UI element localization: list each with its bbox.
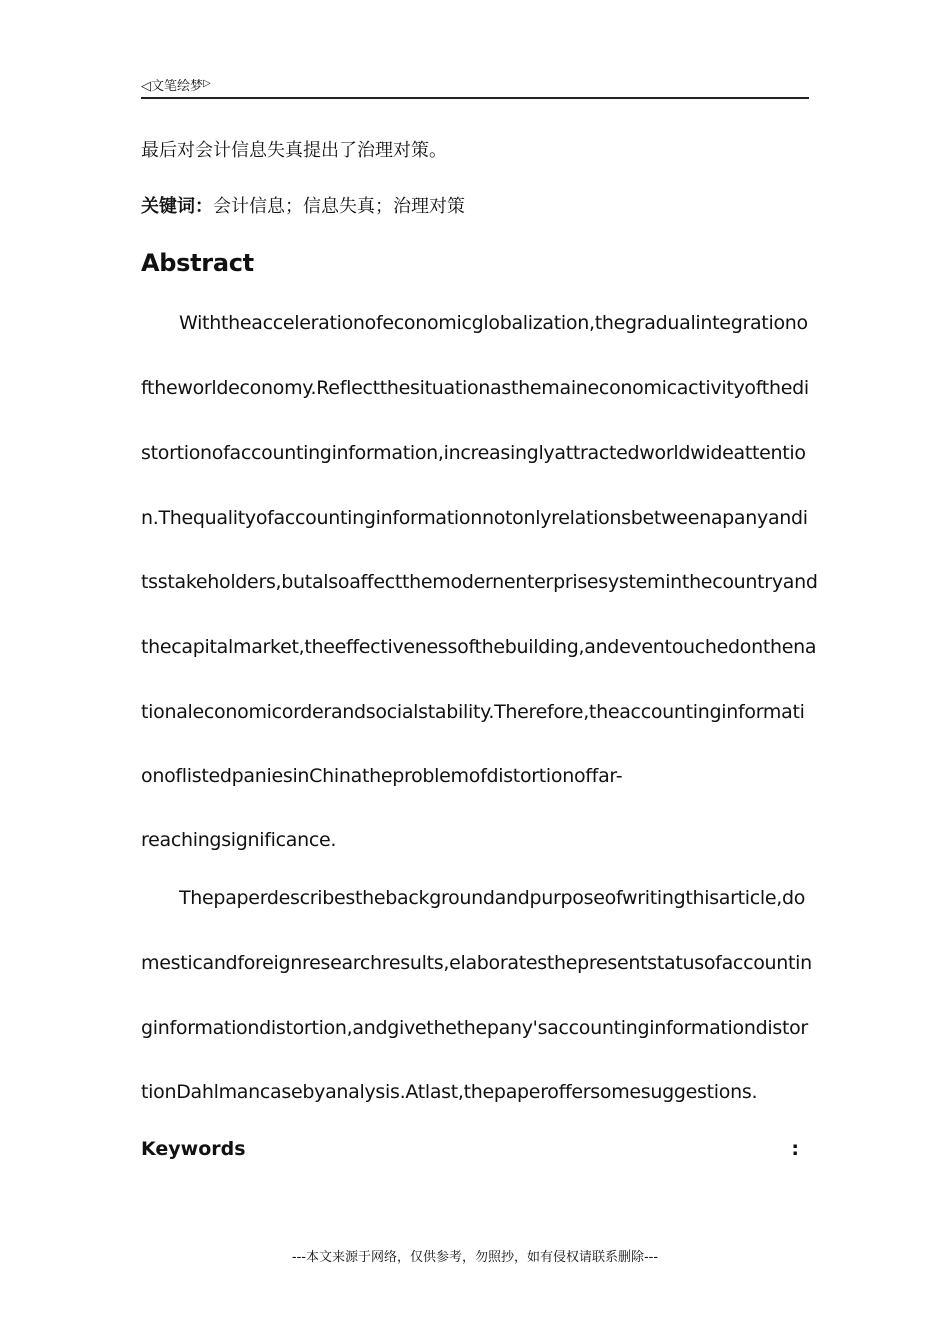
chinese-keywords-text: 会计信息；信息失真；治理对策 — [213, 196, 465, 217]
abstract-line: tionDahlmancasebyanalysis.Atlast,thepaperoffersomesuggestions. — [141, 1081, 758, 1103]
chinese-abstract-continuation: 最后对会计信息失真提出了治理对策。 — [141, 140, 447, 161]
abstract-line: Withtheaccelerationofeconomicglobalization,thegradualintegrationo — [179, 312, 808, 334]
english-keywords-colon: : — [791, 1138, 799, 1160]
abstract-line: reachingsignificance. — [141, 829, 337, 851]
abstract-title: Abstract — [141, 249, 254, 277]
english-keywords-label: Keywords — [141, 1138, 246, 1160]
abstract-line: stortionofaccountinginformation,increasinglyattractedworldwideattentio — [141, 442, 806, 464]
abstract-line: n.Thequalityofaccountinginformationnotonlyrelationsbetweenapanyandi — [141, 507, 808, 529]
abstract-line: tionaleconomicorderandsocialstability.Therefore,theaccountinginformati — [141, 701, 805, 723]
abstract-line: onoflistedpaniesinChinatheproblemofdistortionoffar- — [141, 765, 623, 787]
header-text: 文笔绘梦 — [151, 79, 204, 94]
english-keywords — [141, 1138, 811, 1164]
chinese-keywords — [141, 195, 811, 219]
abstract-line: thecapitalmarket,theeffectivenessofthebuilding,andeventouchedonthena — [141, 636, 817, 658]
right-triangle-icon: ▷ — [203, 78, 211, 89]
abstract-line: Thepaperdescribesthebackgroundandpurposeofwritingthisarticle,do — [179, 887, 806, 909]
abstract-line: tsstakeholders,butalsoaffectthemodernenterprisesysteminthecountryand — [141, 571, 818, 593]
left-triangle-icon: ◁ — [141, 79, 151, 94]
abstract-line: mesticandforeignresearchresults,elaboratesthepresentstatusofaccountin — [141, 952, 812, 974]
page-footer: ---本文来源于网络，仅供参考，勿照抄，如有侵权请联系删除--- — [291, 1250, 659, 1265]
abstract-line: ginformationdistortion,andgivethethepany'saccountinginformationdistor — [141, 1017, 808, 1039]
abstract-line: ftheworldeconomy.Reflectthesituationasthemaineconomicactivityofthedi — [141, 377, 809, 399]
page-header — [141, 74, 809, 99]
chinese-keywords-label: 关键词： — [141, 196, 213, 217]
